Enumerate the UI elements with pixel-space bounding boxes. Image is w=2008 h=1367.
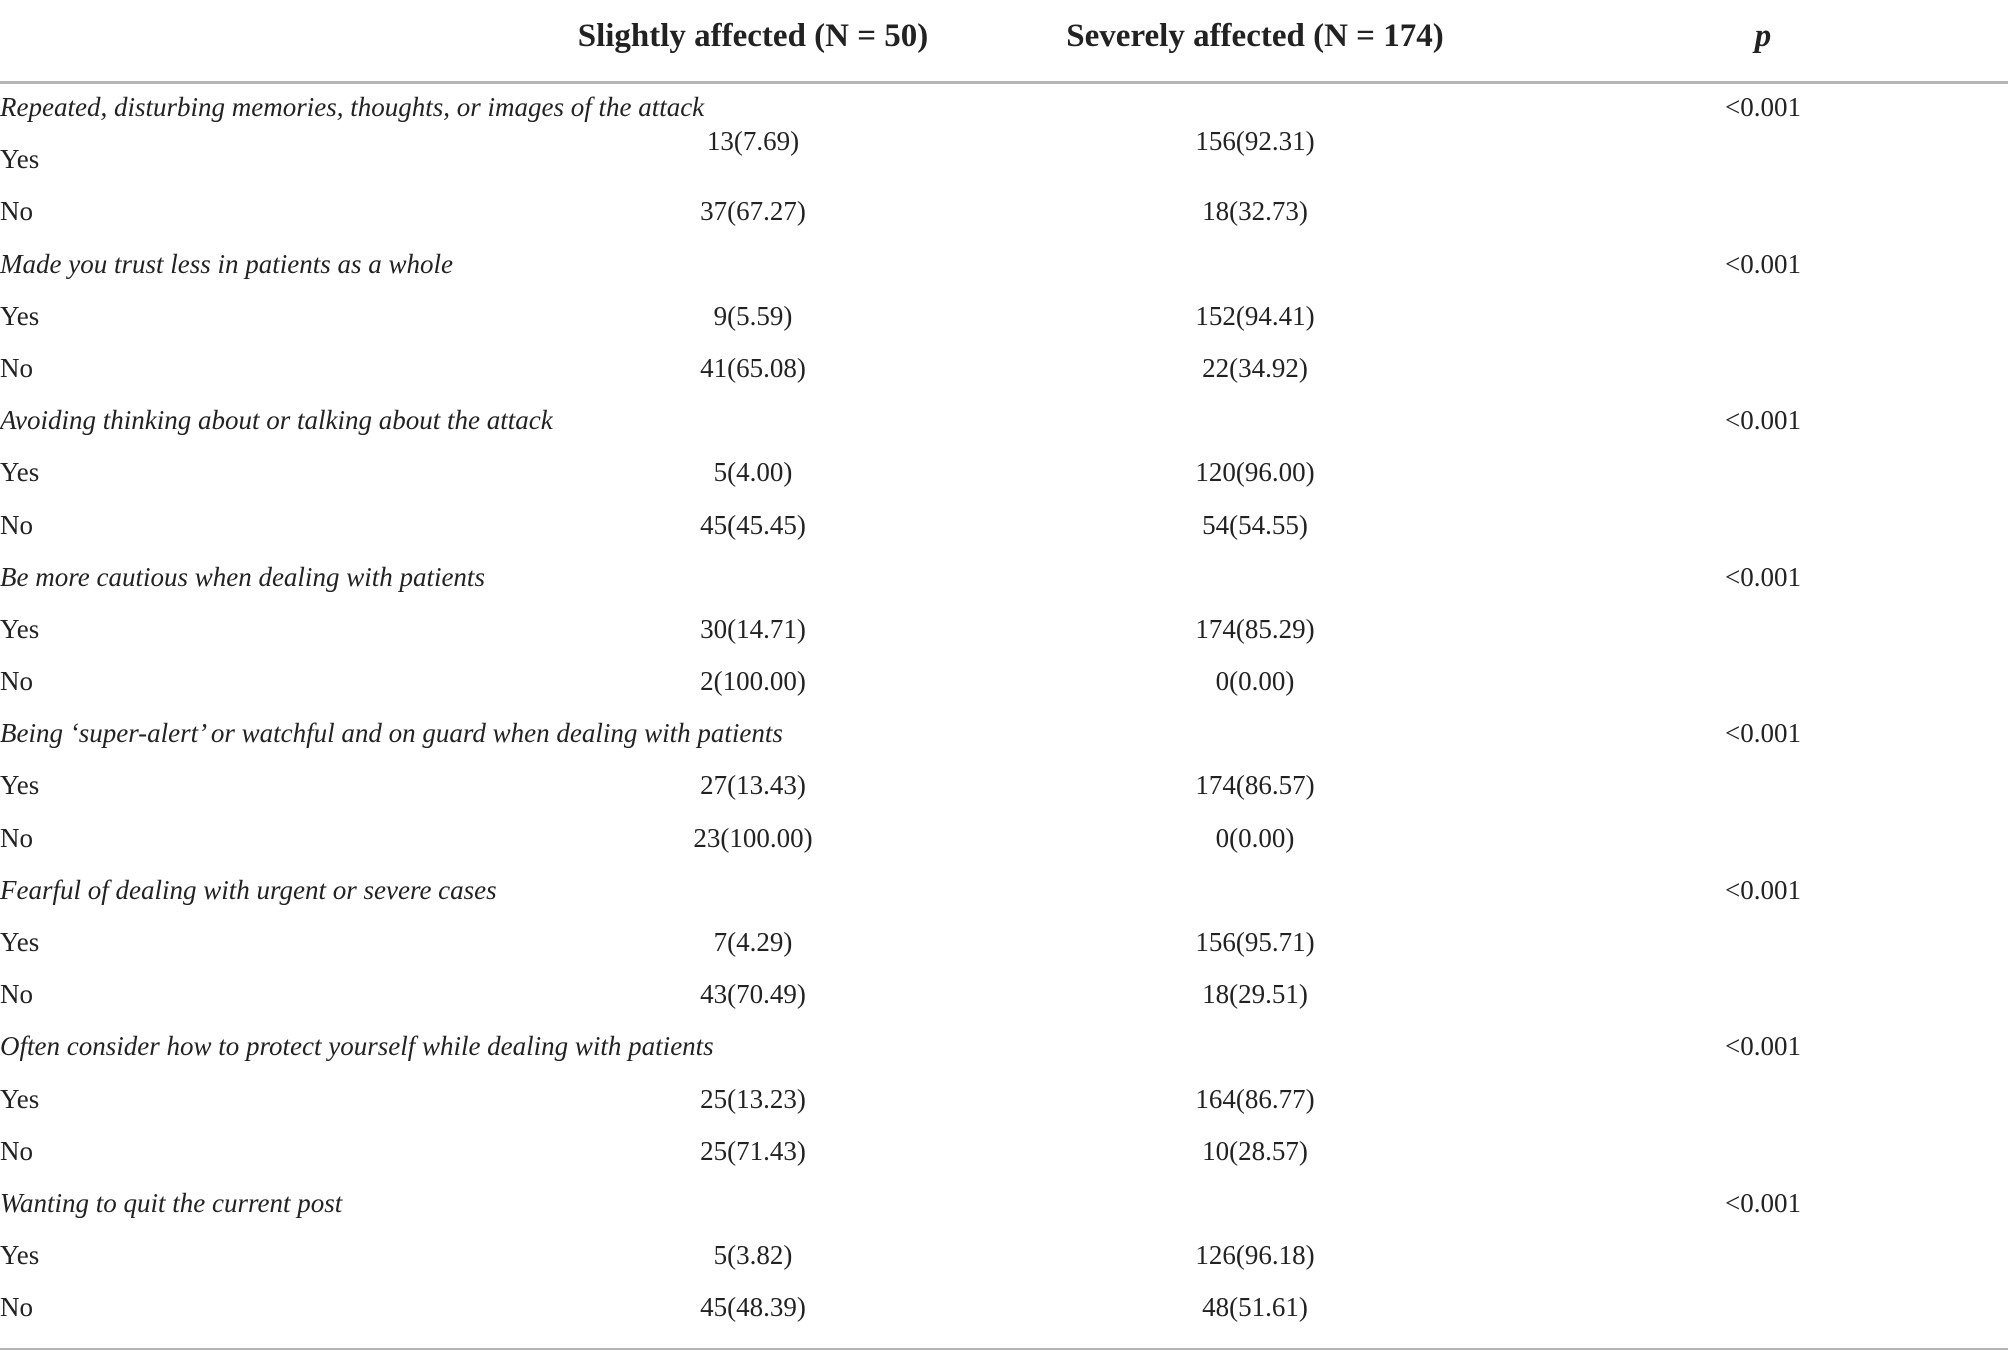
slightly-affected-value: 7(4.29) — [713, 927, 793, 957]
table-row — [0, 502, 2008, 554]
bottom-rule — [0, 1348, 2008, 1350]
severely-affected-value: 22(34.92) — [1202, 352, 1308, 383]
slightly-affected-value: 25(71.43) — [700, 1135, 806, 1166]
answer-label: No — [0, 1292, 33, 1323]
severely-affected-value: 152(94.41) — [1195, 300, 1315, 331]
table-body — [0, 84, 2008, 1337]
slightly-affected-value: 2(100.00) — [700, 666, 806, 697]
answer-label: Yes — [0, 770, 40, 801]
slightly-affected-value: 45(48.39) — [700, 1292, 806, 1323]
table-row — [0, 919, 2008, 971]
severely-affected-value: 164(86.77) — [1195, 1083, 1315, 1114]
slightly-affected-value: 30(14.71) — [700, 613, 806, 644]
question-row — [0, 867, 2008, 919]
header-severely-affected: Severely affected (N = 174) — [1066, 18, 1444, 54]
question-label: Be more cautious when dealing with patients — [0, 561, 485, 592]
answer-label: Yes — [0, 927, 40, 957]
severely-affected-value: 174(85.29) — [1195, 613, 1315, 644]
table-row — [0, 1076, 2008, 1128]
severely-affected-value: 126(96.18) — [1195, 1240, 1315, 1271]
header-slightly-affected: Slightly affected (N = 50) — [577, 18, 929, 54]
table-row — [0, 658, 2008, 710]
answer-label: Yes — [0, 1240, 40, 1271]
question-label: Repeated, disturbing memories, thoughts, or images of the attack — [0, 92, 705, 122]
p-value: <0.001 — [1725, 561, 1801, 592]
header-p-value: p — [1754, 18, 1772, 54]
question-row — [0, 1180, 2008, 1232]
slightly-affected-value: 37(67.27) — [700, 196, 806, 227]
p-value: <0.001 — [1725, 874, 1801, 905]
question-row — [0, 84, 2008, 136]
question-row — [0, 710, 2008, 762]
answer-label: No — [0, 509, 33, 540]
question-row — [0, 1023, 2008, 1075]
table-row — [0, 293, 2008, 345]
question-row — [0, 397, 2008, 449]
question-label: Avoiding thinking about or talking about the attack — [0, 405, 553, 436]
p-value: <0.001 — [1725, 718, 1801, 749]
answer-label: Yes — [0, 613, 40, 644]
question-row — [0, 554, 2008, 606]
table-row — [0, 449, 2008, 501]
question-label: Often consider how to protect yourself while dealing with patients — [0, 1031, 714, 1062]
slightly-affected-value: 23(100.00) — [693, 822, 813, 853]
answer-label: No — [0, 352, 33, 383]
severely-affected-value: 18(29.51) — [1202, 979, 1308, 1010]
question-row — [0, 241, 2008, 293]
table-row — [0, 606, 2008, 658]
slightly-affected-value: 43(70.49) — [700, 979, 806, 1010]
severely-affected-value: 0(0.00) — [1215, 666, 1295, 697]
slightly-affected-value: 13(7.69) — [706, 126, 800, 157]
severely-affected-value: 48(51.61) — [1202, 1292, 1308, 1323]
table-row — [0, 815, 2008, 867]
table-row — [0, 345, 2008, 397]
severely-affected-value: 54(54.55) — [1202, 509, 1308, 540]
answer-label: No — [0, 196, 33, 227]
table-row — [0, 126, 2008, 188]
table-row — [0, 188, 2008, 240]
p-value: <0.001 — [1725, 92, 1801, 122]
p-value: <0.001 — [1725, 1187, 1801, 1218]
slightly-affected-value: 5(3.82) — [713, 1240, 793, 1271]
answer-label: Yes — [0, 1083, 40, 1114]
p-value: <0.001 — [1725, 405, 1801, 436]
slightly-affected-value: 9(5.59) — [713, 300, 793, 331]
severely-affected-value: 156(95.71) — [1195, 927, 1315, 957]
question-label: Fearful of dealing with urgent or severe cases — [0, 874, 497, 905]
answer-label: No — [0, 666, 33, 697]
slightly-affected-value: 45(45.45) — [700, 509, 806, 540]
severely-affected-value: 10(28.57) — [1202, 1135, 1308, 1166]
table-header — [0, 0, 2008, 82]
answer-label: No — [0, 1135, 33, 1166]
question-label: Made you trust less in patients as a whole — [0, 248, 453, 279]
answer-label: No — [0, 979, 33, 1010]
slightly-affected-value: 25(13.23) — [700, 1083, 806, 1114]
severely-affected-value: 174(86.57) — [1195, 770, 1315, 801]
slightly-affected-value: 5(4.00) — [713, 457, 793, 488]
answer-label: Yes — [0, 300, 40, 331]
severely-affected-value: 0(0.00) — [1215, 822, 1295, 853]
table-row — [0, 1128, 2008, 1180]
severely-affected-value: 120(96.00) — [1195, 457, 1315, 488]
answer-label: Yes — [0, 144, 40, 175]
answer-label: Yes — [0, 457, 40, 488]
table-row — [0, 762, 2008, 814]
slightly-affected-value: 41(65.08) — [700, 352, 806, 383]
severely-affected-value: 156(92.31) — [1195, 126, 1315, 157]
p-value: <0.001 — [1725, 248, 1801, 279]
answer-label: No — [0, 822, 33, 853]
question-label: Being ‘super-alert’ or watchful and on guard when dealing with patients — [0, 718, 783, 749]
table-row — [0, 971, 2008, 1023]
p-value: <0.001 — [1725, 1031, 1801, 1062]
table-row — [0, 1284, 2008, 1336]
question-label: Wanting to quit the current post — [0, 1187, 343, 1218]
severely-affected-value: 18(32.73) — [1202, 196, 1308, 227]
table-row — [0, 1232, 2008, 1284]
slightly-affected-value: 27(13.43) — [700, 770, 806, 801]
